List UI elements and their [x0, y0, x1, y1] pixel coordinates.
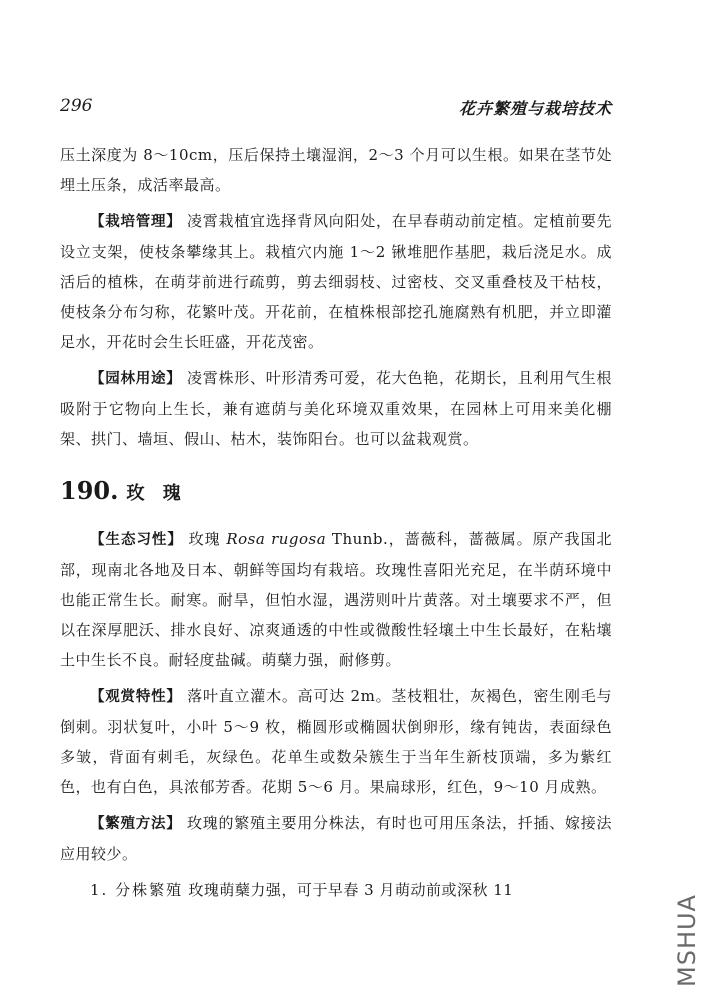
heading-ornamental-features: 【观赏特性】 [90, 689, 182, 705]
heading-cultivation-management: 【栽培管理】 [90, 214, 182, 230]
scientific-name: Rosa rugosa [226, 530, 327, 548]
running-title: 花卉繁殖与栽培技术 [458, 99, 612, 118]
text-propagation-methods: 玫瑰的繁殖主要用分株法，有时也可用压条法，扦插、嫁接法应用较少。 [60, 814, 612, 863]
text-division-propagation: 玫瑰萌蘖力强，可于早春 3 月萌动前或深秋 11 [183, 881, 514, 899]
paragraph-ornamental-features [60, 681, 612, 802]
heading-landscape-use: 【园林用途】 [90, 371, 182, 387]
paragraph-division-propagation [60, 875, 612, 905]
heading-propagation-methods: 【繁殖方法】 [90, 816, 182, 832]
subheading-division-propagation: 1. 分株繁殖 [90, 881, 184, 899]
text-cultivation-management: 凌霄栽植宜选择背风向阳处，在早春萌动前定植。定植前要先设立支架，使枝条攀缘其上。栽植穴内施 1～2 锹堆肥作基肥，栽后浇足水。成活后的植株，在萌芽前进行疏剪，剪去细弱枝、过密枝、交叉重叠枝及干枯枝，使枝条分布匀称，花繁叶茂。开花前，在植株根部挖孔施腐熟有机肥，并立即灌足水，开花时会生长旺盛，开花茂密。 [60, 212, 612, 351]
text-landscape-use: 凌霄株形、叶形清秀可爱，花大色艳，花期长，且利用气生根吸附于它物向上生长，兼有遮荫与美化环境双重效果，在园林上可用来美化棚架、拱门、墙垣、假山、枯木，装饰阳台。也可以盆栽观赏。 [60, 369, 612, 448]
paragraph-landscape-use [60, 363, 612, 454]
watermark [673, 867, 701, 987]
page-number: 296 [60, 96, 93, 116]
paragraph-ecological-habits [60, 524, 612, 675]
text-ornamental-features: 落叶直立灌木。高可达 2m。茎枝粗壮，灰褐色，密生刚毛与倒刺。羽状复叶，小叶 5～9 枚，椭圆形或椭圆状倒卵形，缘有钝齿，表面绿色多皱，背面有刺毛，灰绿色。花单生或数朵簇生于当年生新枝顶端，多为紫红色，也有白色，具浓郁芳香。花期 5～6 月。果扁球形，红色，9～10 月成熟。 [60, 687, 612, 796]
paragraph-propagation-continued: 压土深度为 8～10cm，压后保持土壤湿润，2～3 个月可以生根。如果在茎节处埋土压条，成活率最高。 [60, 146, 612, 194]
text-ecological-habits-intro: 玫瑰 [182, 530, 227, 548]
heading-ecological-habits: 【生态习性】 [90, 532, 183, 548]
page-header [60, 96, 612, 120]
paragraph-cultivation-management [60, 206, 612, 357]
text-ecological-habits: Thunb.，蔷薇科，蔷薇属。原产我国北部，现南北各地及日本、朝鲜等国均有栽培。玫瑰性喜阳光充足，在半荫环境中也能正常生长。耐寒。耐旱，但怕水湿，遇涝则叶片黄落。对土壤要求不严，但以在深厚肥沃、排水良好、凉爽通透的中性或微酸性轻壤土中生长最好，在粘壤土中生长不良。耐轻度盐碱。萌蘖力强，耐修剪。 [60, 530, 613, 669]
watermark-text: MSHUA [673, 894, 701, 987]
page-body [60, 140, 612, 905]
section-title [60, 474, 612, 508]
section-name: 玫 瑰 [126, 483, 187, 504]
paragraph-propagation-methods [60, 808, 612, 869]
section-number: 190. [60, 476, 119, 505]
